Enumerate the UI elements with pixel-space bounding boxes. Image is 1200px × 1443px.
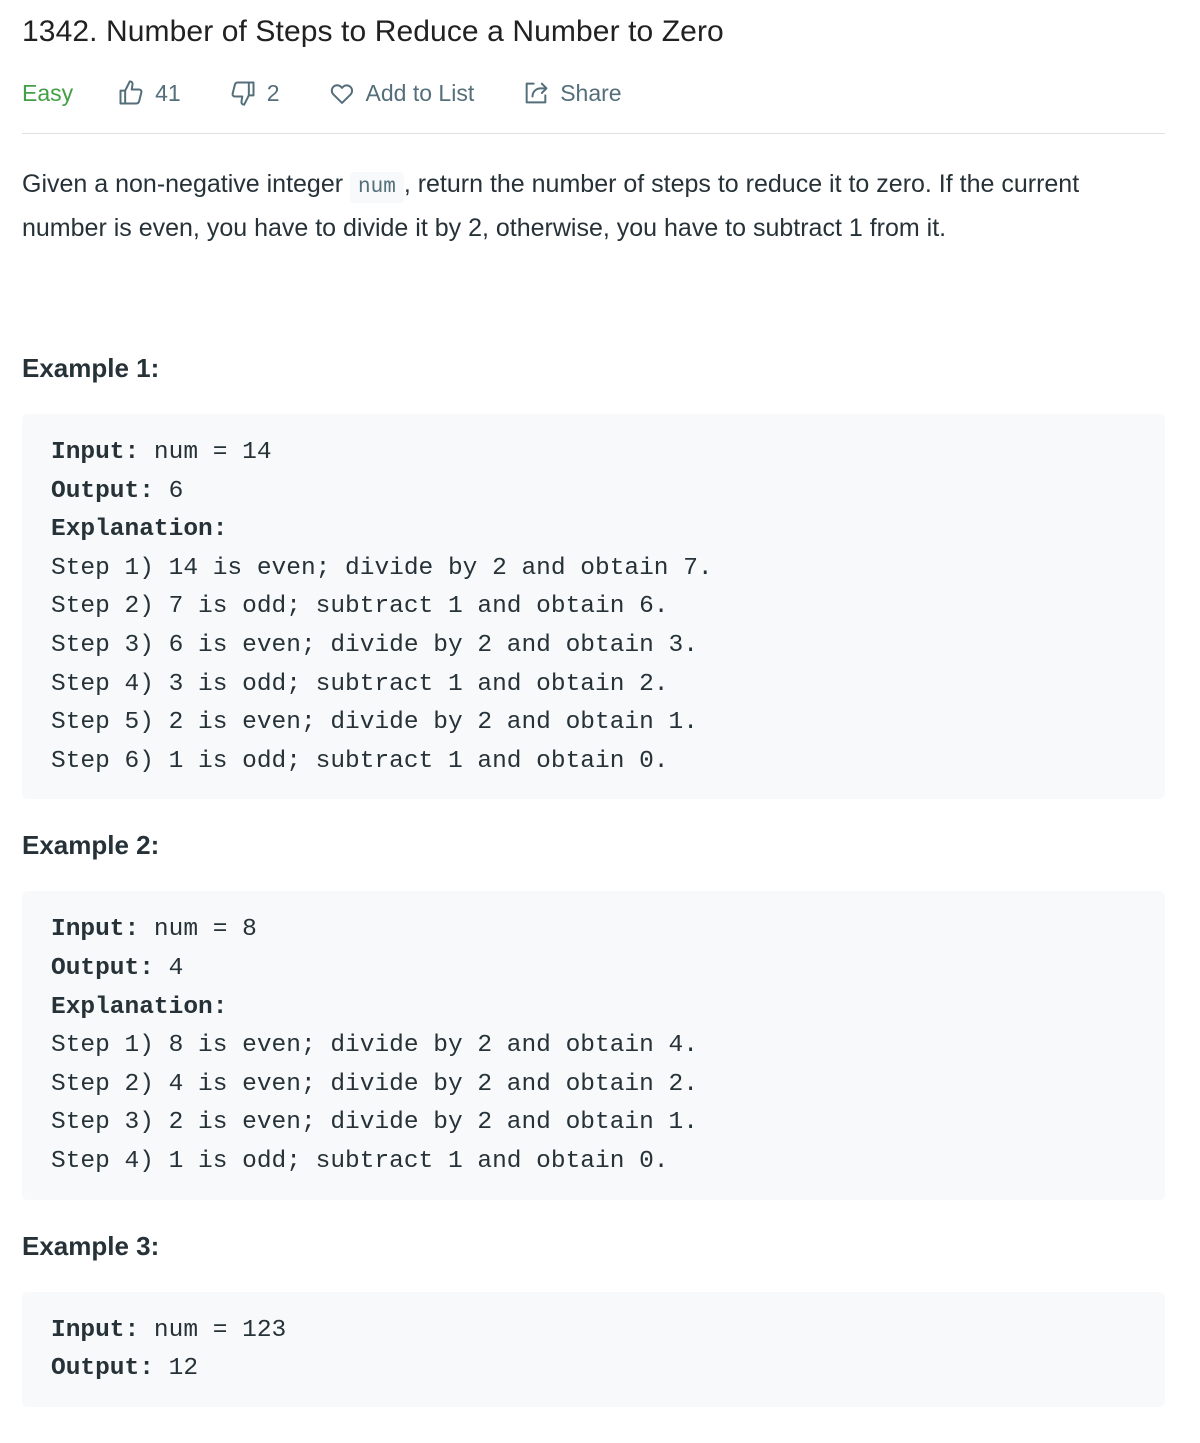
example-1-heading: Example 1: — [22, 353, 160, 383]
output-label: Output: — [51, 1355, 154, 1383]
example-2-heading: Example 2: — [22, 830, 160, 861]
share-button[interactable] — [522, 79, 621, 107]
problem-title: 1342. Number of Steps to Reduce a Number to Zero — [22, 15, 724, 48]
explanation-step: Step 4) 3 is odd; subtract 1 and obtain 2. — [51, 670, 669, 698]
dislike-button[interactable] — [229, 79, 280, 107]
output-value: 12 — [153, 1355, 199, 1383]
thumbs-up-icon — [117, 79, 145, 107]
explanation-label: Explanation: — [51, 516, 228, 544]
input-label: Input: — [51, 1316, 140, 1344]
input-label: Input: — [51, 439, 140, 466]
example-3-block — [22, 1292, 1165, 1407]
example-1-block — [22, 414, 1165, 799]
description-text-start: Given a non-negative integer — [22, 170, 350, 198]
problem-meta-bar — [22, 73, 1165, 113]
output-label: Output: — [51, 477, 154, 505]
explanation-label: Explanation: — [51, 993, 228, 1021]
difficulty-badge: Easy — [22, 79, 74, 106]
input-label: Input: — [51, 916, 140, 944]
problem-description — [22, 164, 1165, 248]
explanation-step: Step 6) 1 is odd; subtract 1 and obtain 0. — [51, 747, 669, 775]
explanation-step: Step 2) 4 is even; divide by 2 and obtain 2. — [51, 1070, 698, 1098]
like-count: 41 — [155, 79, 181, 106]
heart-icon — [328, 79, 356, 107]
like-button[interactable] — [117, 79, 181, 107]
output-label: Output: — [51, 954, 154, 982]
header-divider — [22, 133, 1165, 134]
output-value: 6 — [153, 477, 184, 505]
input-value: num = 8 — [139, 916, 257, 944]
explanation-step: Step 3) 2 is even; divide by 2 and obtain 1. — [51, 1109, 698, 1137]
share-icon — [522, 79, 550, 107]
explanation-step: Step 4) 1 is odd; subtract 1 and obtain 0. — [51, 1147, 669, 1175]
input-value: num = 14 — [139, 439, 272, 466]
add-to-list-label: Add to List — [365, 79, 475, 106]
add-to-list-button[interactable] — [328, 79, 475, 107]
description-text-end: , return the number of steps to reduce it to zero. If the current number is even, you have to divide it by 2, otherwise, you have to subtract 1 from it. — [22, 170, 1080, 242]
explanation-step: Step 2) 7 is odd; subtract 1 and obtain 6. — [51, 593, 669, 621]
thumbs-down-icon — [229, 79, 257, 107]
explanation-step: Step 1) 14 is even; divide by 2 and obtain 7. — [51, 554, 713, 582]
example-3-heading: Example 3: — [22, 1230, 160, 1261]
explanation-step: Step 3) 6 is even; divide by 2 and obtain 3. — [51, 631, 698, 659]
explanation-step: Step 1) 8 is even; divide by 2 and obtain 4. — [51, 1032, 698, 1060]
example-2-block — [22, 891, 1165, 1199]
share-label: Share — [560, 79, 622, 106]
output-value: 4 — [153, 954, 184, 982]
inline-code-num: num — [350, 172, 404, 203]
dislike-count: 2 — [266, 79, 280, 106]
explanation-step: Step 5) 2 is even; divide by 2 and obtain 1. — [51, 709, 698, 737]
input-value: num = 123 — [139, 1316, 287, 1344]
